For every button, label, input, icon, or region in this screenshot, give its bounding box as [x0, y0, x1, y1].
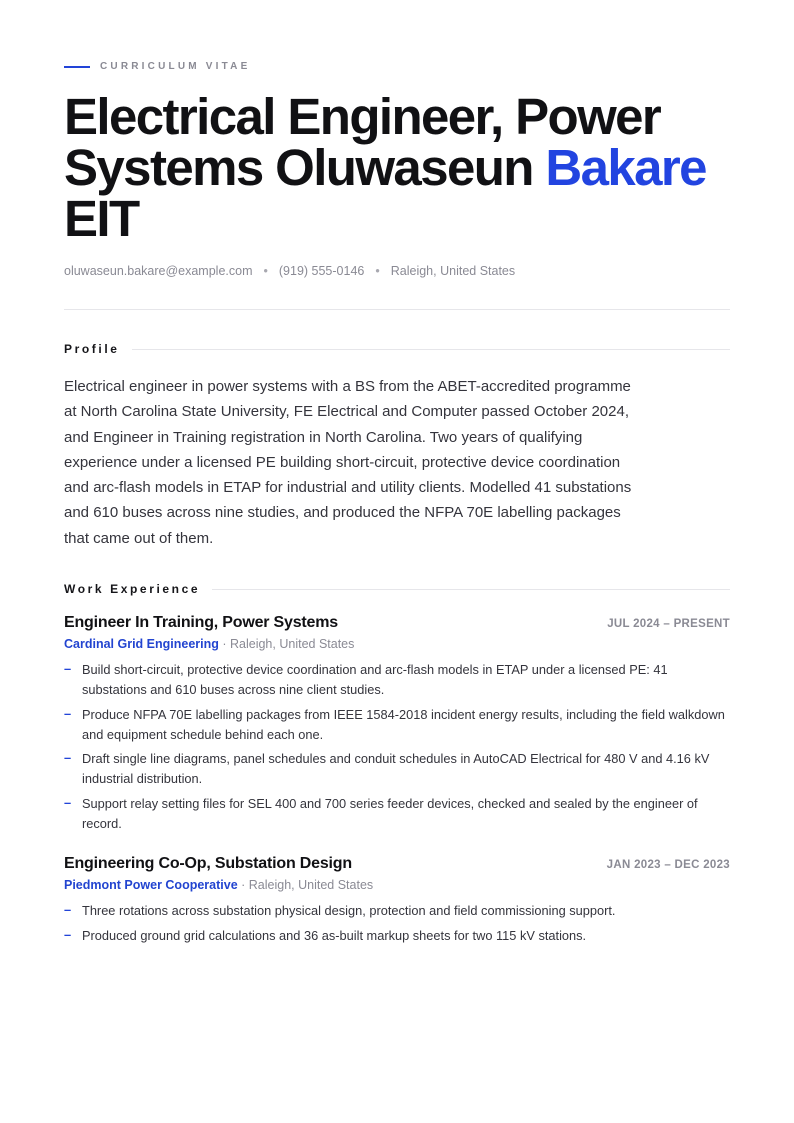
job-entry	[64, 614, 730, 838]
bullet-text: Build short-circuit, protective device coordination and arc-flash models in ETAP under a licensed PE: 41 substations and 610 buses across nine client studies.	[82, 662, 668, 697]
job-organization	[64, 878, 730, 892]
job-bullet	[64, 705, 730, 745]
job-bullet	[64, 749, 730, 789]
job-organization	[64, 637, 730, 651]
work-section-heading	[64, 582, 730, 596]
bullet-dash-icon: –	[64, 794, 72, 810]
job-dates: JAN 2023 – DEC 2023	[606, 859, 730, 871]
job-bullet	[64, 926, 730, 946]
profile-section-heading	[64, 342, 730, 356]
eyebrow-label: CURRICULUM VITAE	[100, 61, 251, 72]
job-header	[64, 614, 730, 632]
bullet-text: Draft single line diagrams, panel schedules and conduit schedules in AutoCAD Electrical for 480 V and 4.16 kV industrial distribution.	[82, 751, 710, 786]
job-bullets	[64, 901, 730, 946]
bullet-dash-icon: –	[64, 750, 72, 765]
job-bullet	[64, 794, 730, 834]
eyebrow	[64, 61, 250, 72]
job-bullets	[64, 660, 730, 834]
section-divider	[212, 589, 730, 590]
job-entry	[64, 855, 730, 950]
bullet-dash-icon: –	[64, 661, 72, 676]
eyebrow-accent-line	[64, 66, 90, 68]
job-bullet	[64, 660, 730, 700]
bullet-text: Support relay setting files for SEL 400 and 700 series feeder devices, checked and sealed by the engineer of record.	[82, 795, 698, 831]
contact-line	[64, 264, 515, 278]
bullet-dash-icon: –	[64, 902, 72, 917]
bullet-text: Produce NFPA 70E labelling packages from IEEE 1584-2018 incident energy results, including the field walkdown and equipment schedule behind each one.	[82, 706, 725, 742]
page-title	[64, 88, 754, 247]
job-bullet	[64, 901, 730, 921]
work-section-label: Work Experience	[64, 582, 201, 596]
contact-phone[interactable]: (919) 555-0146	[278, 264, 365, 278]
contact-location: Raleigh, United States	[390, 264, 516, 278]
employer-location: Raleigh, United States	[230, 637, 355, 651]
employer-name: Cardinal Grid Engineering	[64, 637, 219, 651]
title-accent-name: Bakare	[545, 139, 706, 196]
job-dates: JUL 2024 – PRESENT	[607, 618, 730, 630]
title-suffix: EIT	[64, 190, 139, 247]
header-divider	[64, 309, 730, 310]
employer-location: Raleigh, United States	[248, 878, 374, 892]
employer-name: Piedmont Power Cooperative	[64, 878, 238, 892]
profile-section-label: Profile	[64, 342, 120, 356]
profile-summary: Electrical engineer in power systems with a BS from the ABET-accredited programme at North Carolina State University, FE Electrical and Computer passed October 2024, and Engineer in Training registration in North Carolina. Two years of qualifying experience under a licensed PE building short-circuit, protective device coordination and arc-flash models in ETAP for industrial and utility clients. Modelled 41 substations and 610 buses across nine studies, and produced the NFPA 70E labelling packages that came out of them.	[64, 378, 632, 547]
bullet-text: Produced ground grid calculations and 36 as-built markup sheets for two 115 kV stations.	[82, 927, 587, 943]
contact-separator: •	[263, 264, 268, 278]
contact-email[interactable]: oluwaseun.bakare@example.com	[64, 264, 253, 278]
org-separator: ·	[237, 878, 249, 892]
title-main: Electrical Engineer, Power Systems Oluwaseun	[64, 88, 661, 196]
bullet-text: Three rotations across substation physical design, protection and field commissioning support.	[82, 903, 616, 918]
section-divider	[132, 349, 730, 350]
org-separator: ·	[218, 637, 230, 651]
bullet-dash-icon: –	[64, 705, 72, 721]
contact-separator: •	[375, 264, 380, 278]
bullet-dash-icon: –	[64, 926, 72, 942]
job-header	[64, 855, 730, 873]
job-title: Engineer In Training, Power Systems	[64, 614, 338, 631]
job-title: Engineering Co-Op, Substation Design	[64, 855, 352, 872]
